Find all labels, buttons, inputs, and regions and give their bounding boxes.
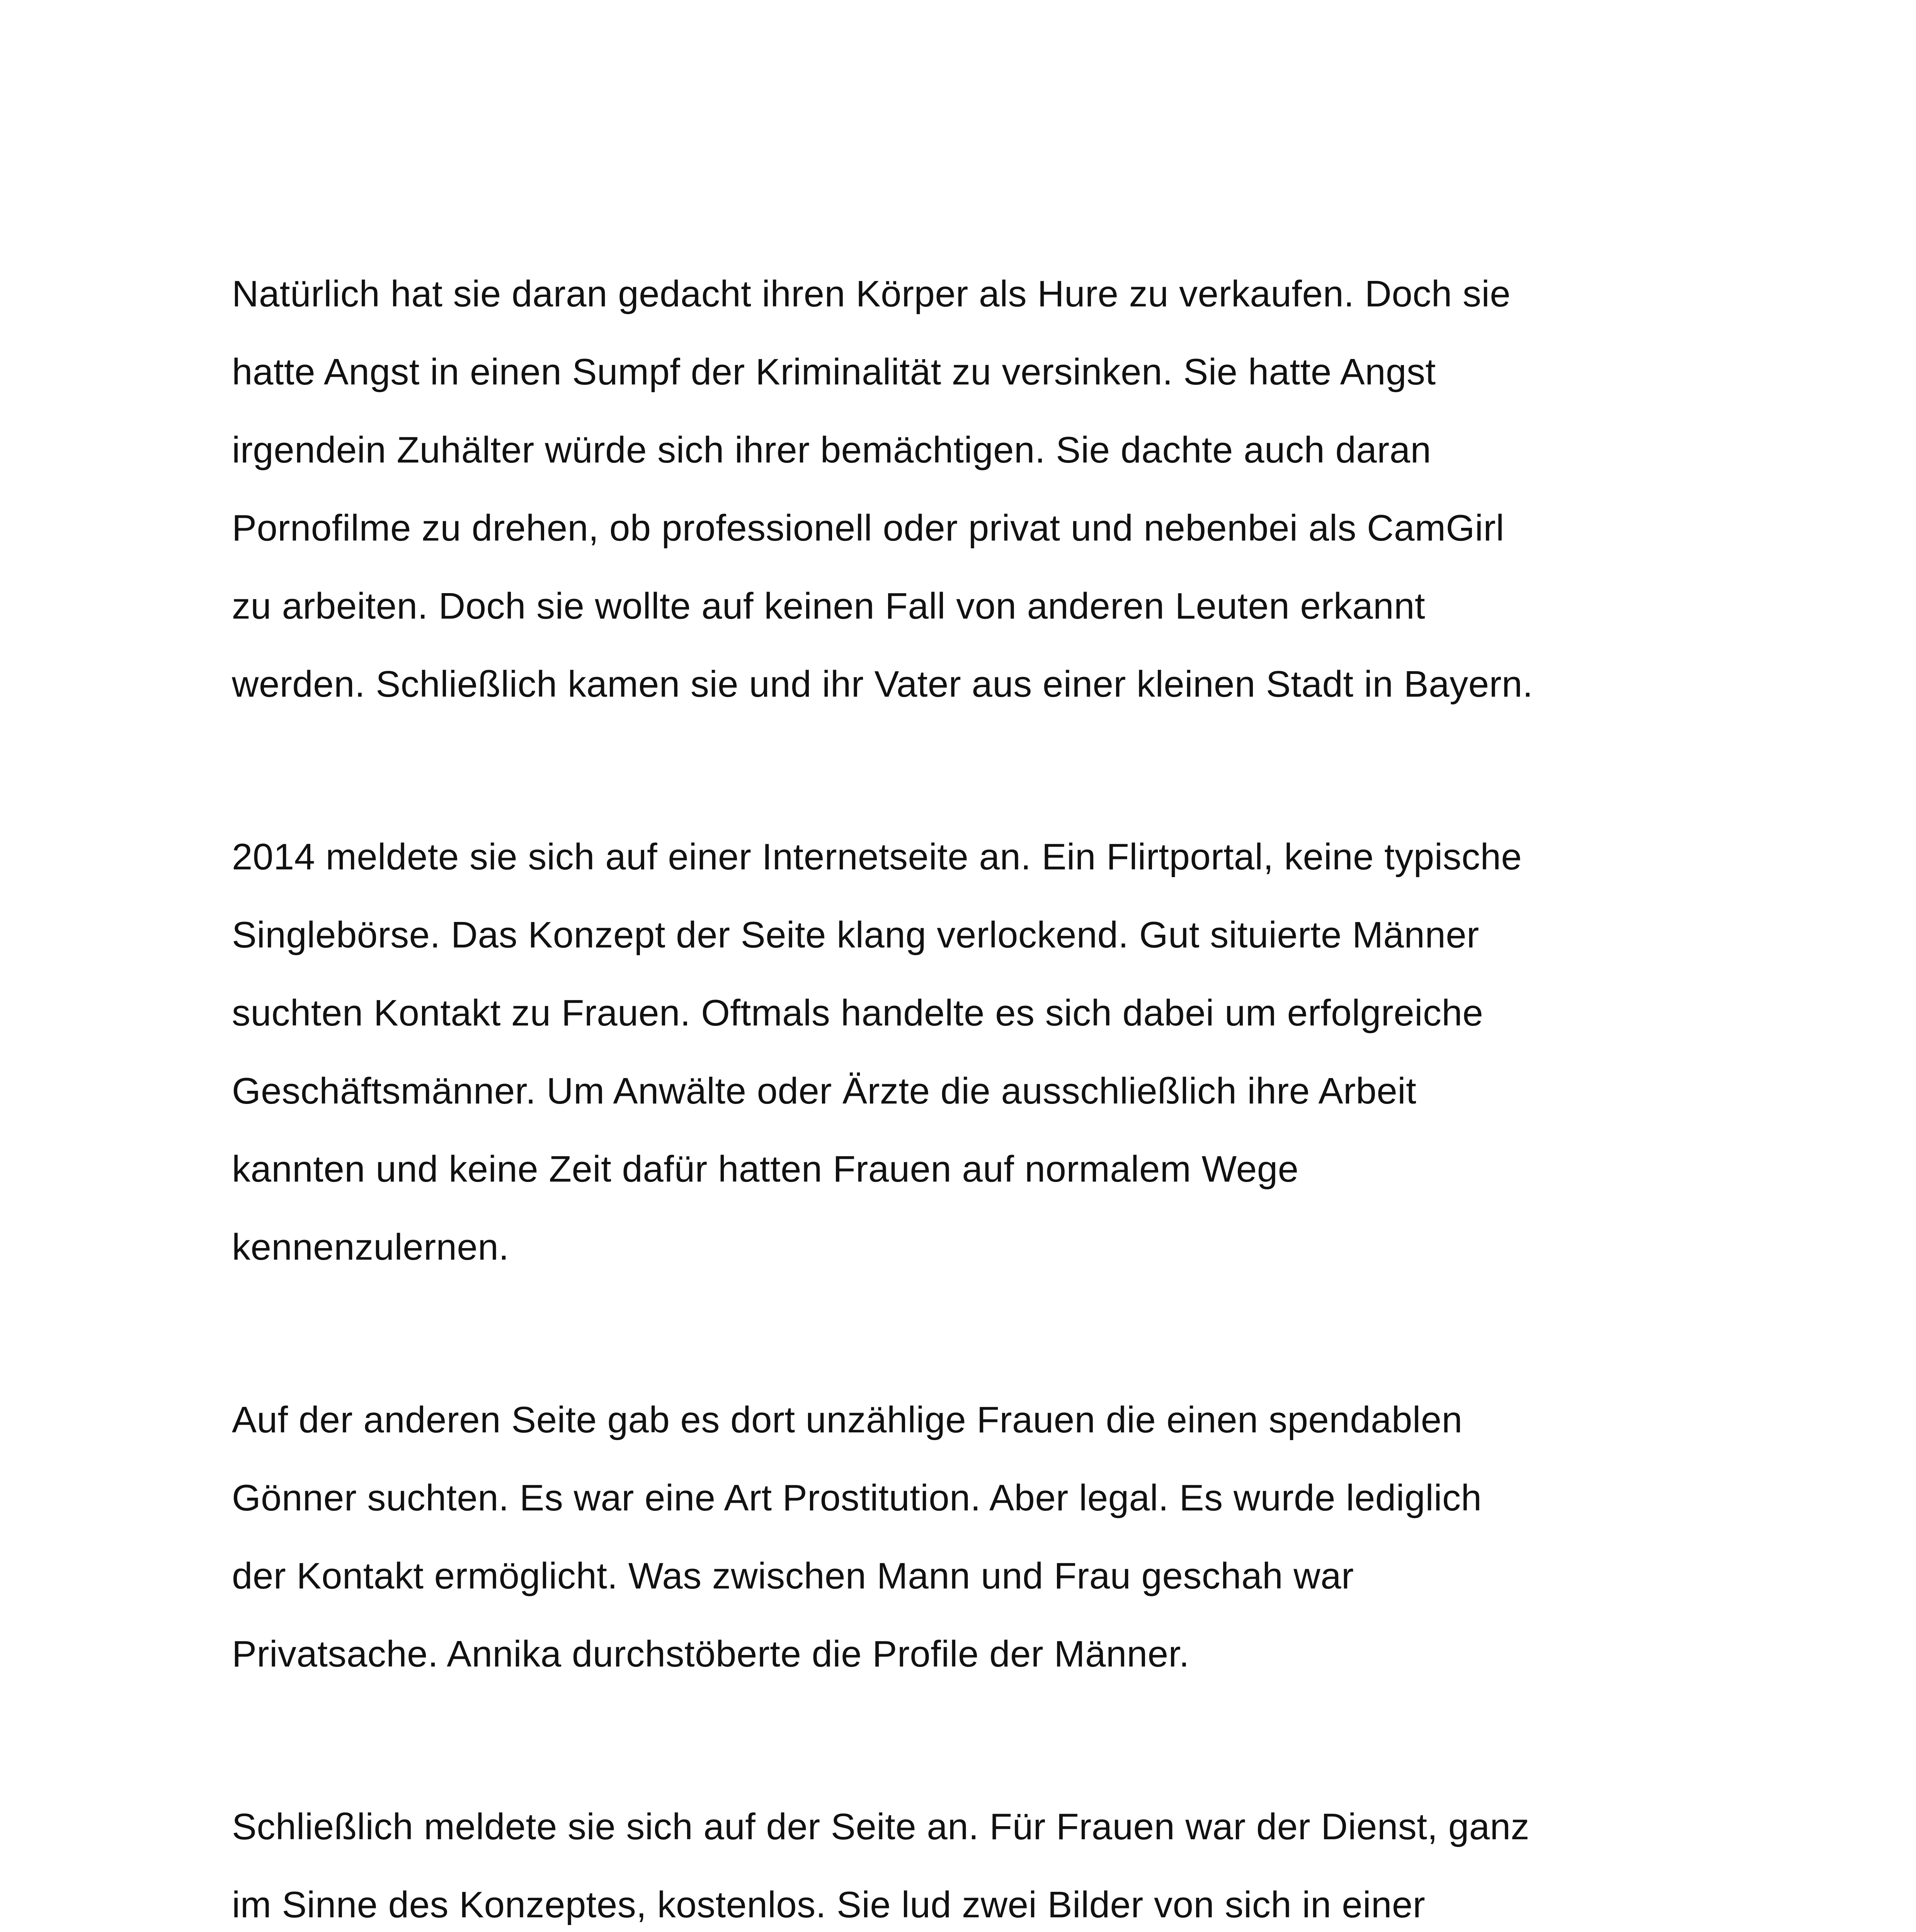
paragraph-1	[232, 255, 1700, 723]
text-line: kennenzulernen.	[232, 1226, 509, 1268]
text-line: Singlebörse. Das Konzept der Seite klang verlockend. Gut situierte Männer	[232, 914, 1479, 956]
paragraph-4	[232, 1788, 1700, 1932]
text-line: zu arbeiten. Doch sie wollte auf keinen Fall von anderen Leuten erkannt	[232, 585, 1426, 627]
paragraph-2	[232, 818, 1700, 1286]
text-line: 2014 meldete sie sich auf einer Internetseite an. Ein Flirtportal, keine typische	[232, 836, 1522, 878]
text-line: suchten Kontakt zu Frauen. Oftmals handelte es sich dabei um erfolgreiche	[232, 992, 1484, 1034]
text-line: der Kontakt ermöglicht. Was zwischen Mann und Frau geschah war	[232, 1555, 1354, 1597]
text-line: im Sinne des Konzeptes, kostenlos. Sie lud zwei Bilder von sich in einer	[232, 1884, 1426, 1925]
text-line: Geschäftsmänner. Um Anwälte oder Ärzte die ausschließlich ihre Arbeit	[232, 1070, 1417, 1112]
text-body	[232, 255, 1700, 1932]
text-line: Schließlich meldete sie sich auf der Seite an. Für Frauen war der Dienst, ganz	[232, 1806, 1530, 1847]
text-line: hatte Angst in einen Sumpf der Kriminalität zu versinken. Sie hatte Angst	[232, 351, 1436, 393]
paragraph-3	[232, 1381, 1700, 1693]
text-line: Auf der anderen Seite gab es dort unzählige Frauen die einen spendablen	[232, 1399, 1463, 1440]
text-line: Privatsache. Annika durchstöberte die Profile der Männer.	[232, 1633, 1189, 1675]
text-line: kannten und keine Zeit dafür hatten Frauen auf normalem Wege	[232, 1148, 1299, 1190]
text-line: irgendein Zuhälter würde sich ihrer bemächtigen. Sie dachte auch daran	[232, 429, 1431, 471]
text-line: Natürlich hat sie daran gedacht ihren Körper als Hure zu verkaufen. Doch sie	[232, 273, 1511, 315]
text-line: Gönner suchten. Es war eine Art Prostitution. Aber legal. Es wurde lediglich	[232, 1477, 1482, 1519]
text-line: Pornofilme zu drehen, ob professionell oder privat und nebenbei als CamGirl	[232, 507, 1504, 549]
text-line: werden. Schließlich kamen sie und ihr Vater aus einer kleinen Stadt in Bayern.	[232, 663, 1533, 705]
